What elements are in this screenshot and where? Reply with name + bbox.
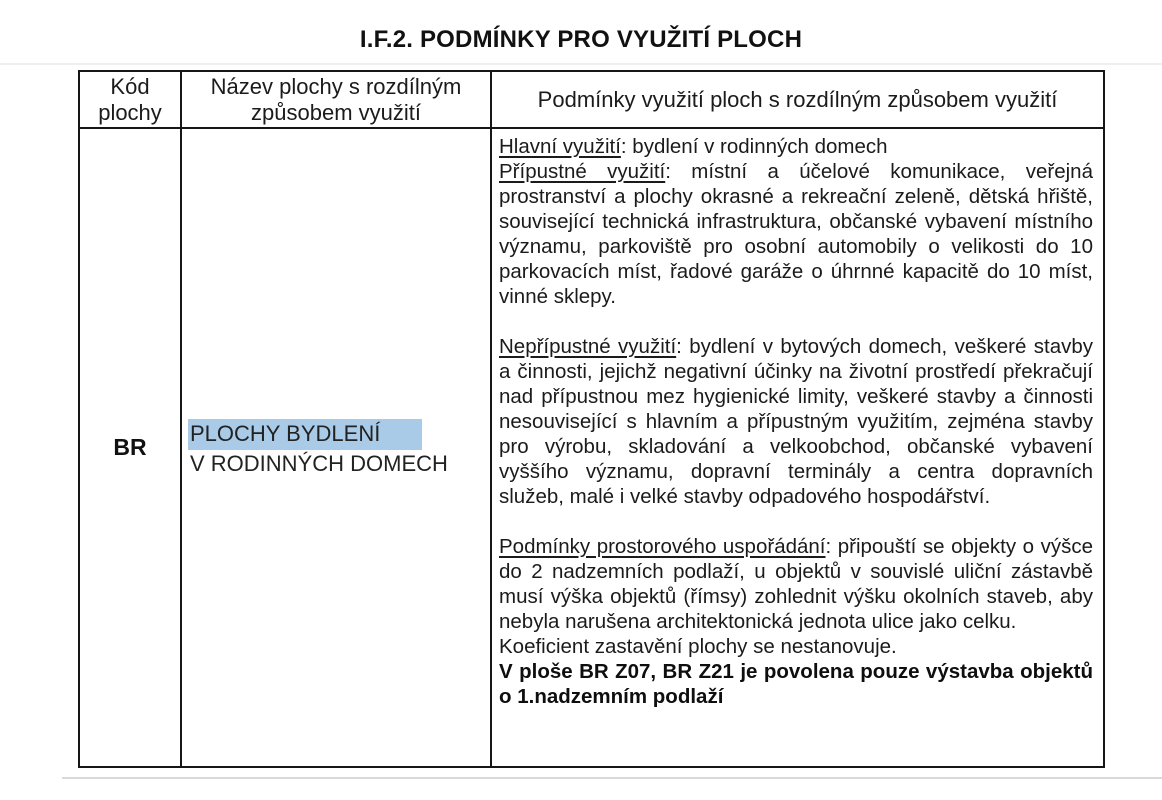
scan-artifact-line-bottom bbox=[62, 777, 1162, 779]
condition-lead: Nepřípustné využití bbox=[499, 335, 677, 358]
condition-lead: Hlavní využití bbox=[499, 135, 621, 158]
area-code: BR bbox=[113, 434, 147, 460]
area-name-line1-wrap bbox=[190, 419, 490, 450]
conditions-cell bbox=[492, 129, 1103, 766]
area-name-cell bbox=[182, 129, 492, 766]
condition-paragraph: Koeficient zastavění plochy se nestanovuje. bbox=[499, 635, 897, 658]
conditions-table bbox=[78, 70, 1105, 768]
area-name-line2: V RODINNÝCH DOMECH bbox=[190, 450, 448, 476]
header-code-column: Kód plochy bbox=[80, 72, 182, 129]
condition-lead: Přípustné využití bbox=[499, 160, 666, 183]
page-title: I.F.2. PODMÍNKY PRO VYUŽITÍ PLOCH bbox=[359, 26, 803, 53]
paragraph-spacer bbox=[499, 309, 1093, 334]
condition-paragraph: Hlavní využití: bydlení v rodinných domech bbox=[499, 135, 888, 158]
condition-paragraph: Přípustné využití: místní a účelové komunikace, veřejná prostranství a plochy okrasné a rekreační zeleně, dětská hřiště, související technická infrastruktura, občanské vybavení místního významu, parkoviště pro osobní automobily o velikosti do 10 parkovacích míst, řadové garáže o úhrnné kapacitě do 10 míst, vinné sklepy. bbox=[499, 160, 1093, 308]
area-code-cell bbox=[80, 129, 182, 766]
condition-paragraph: Podmínky prostorového uspořádání: připouští se objekty o výšce do 2 nadzemních podlaží, u objektů v souvislé uliční zástavbě musí výška objektů (římsy) zohlednit výšku okolních staveb, aby nebyla narušena architektonická jednota ulice jako celku. bbox=[499, 535, 1093, 633]
condition-paragraph: Nepřípustné využití: bydlení v bytových domech, veškeré stavby a činnosti, jejichž negativní účinky na životní prostředí překračují nad přípustnou mez hygienické limity, veškeré stavby a činnosti nesouvisející s hlavním a přípustným využitím, zejména stavby pro výrobu, skladování a velkoobchod, občanské vybavení vyššího významu, dopravní terminály a centra dopravních služeb, malé i velké stavby odpadového hospodářství. bbox=[499, 335, 1093, 508]
header-conditions-column: Podmínky využití ploch s rozdílným způsobem využití bbox=[492, 72, 1103, 129]
header-name-column: Název plochy s rozdílným způsobem využití bbox=[182, 72, 492, 129]
condition-lead: Podmínky prostorového uspořádání bbox=[499, 535, 826, 558]
condition-paragraph: V ploše BR Z07, BR Z21 je povolena pouze výstavba objektů o 1.nadzemním podlaží bbox=[499, 660, 1093, 708]
name-highlight: PLOCHY BYDLENÍ bbox=[188, 419, 422, 450]
scan-artifact-line-top bbox=[0, 63, 1162, 65]
paragraph-spacer bbox=[499, 509, 1093, 534]
